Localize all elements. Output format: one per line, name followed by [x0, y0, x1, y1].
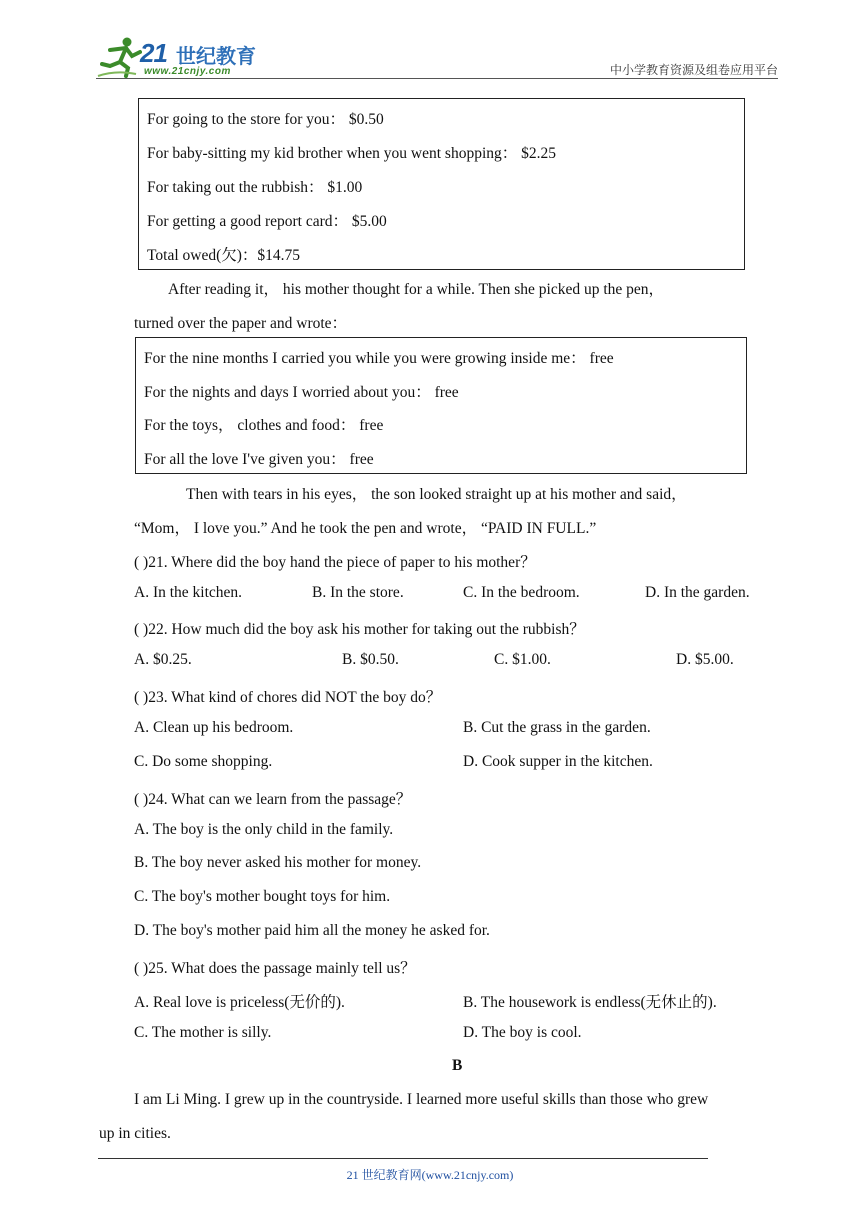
q25-option-b: B. The housework is endless(无休止的).: [463, 994, 717, 1011]
q21-option-c: C. In the bedroom.: [463, 584, 580, 601]
site-logo: [96, 36, 266, 80]
reply-line-nights-days: For the nights and days I worried about you： free: [144, 384, 459, 401]
q23-option-a: A. Clean up his bedroom.: [134, 719, 294, 736]
footer-text: 21 世纪教育网(www.21cnjy.com): [346, 1168, 514, 1182]
running-man-logo-icon: [96, 36, 142, 80]
q23-option-c: C. Do some shopping.: [134, 753, 273, 770]
q22-option-b: B. $0.50.: [342, 651, 399, 668]
section-b-heading: B: [452, 1057, 463, 1074]
q22-option-d: D. $5.00.: [676, 651, 734, 668]
q23-option-d: D. Cook supper in the kitchen.: [463, 753, 653, 770]
q23-option-b: B. Cut the grass in the garden.: [463, 719, 651, 736]
q25-option-d: D. The boy is cool.: [463, 1024, 582, 1041]
logo-chinese-text: 世纪教育: [176, 44, 256, 68]
question-23-stem: ( )23. What kind of chores did NOT the boy do？: [134, 689, 442, 706]
platform-name: 中小学教育资源及组卷应用平台: [609, 63, 778, 77]
q21-option-d: D. In the garden.: [645, 584, 750, 601]
reply-line-nine-months: For the nine months I carried you while you were growing inside me： free: [144, 350, 614, 367]
question-22-stem: ( )22. How much did the boy ask his mother for taking out the rubbish？: [134, 621, 585, 638]
paragraph-line: Then with tears in his eyes， the son looked straight up at his mother and said，: [186, 486, 687, 503]
q22-option-a: A. $0.25.: [134, 651, 192, 668]
header-divider: [96, 78, 778, 79]
q24-option-c: C. The boy's mother bought toys for him.: [134, 888, 391, 905]
reply-line-toys: For the toys， clothes and food： free: [144, 417, 384, 434]
bill-line-total: Total owed(欠)：$14.75: [147, 247, 301, 264]
paragraph-line: turned over the paper and wrote：: [134, 315, 348, 332]
logo-number: 21: [140, 38, 167, 68]
reply-line-love: For all the love I've given you： free: [144, 451, 374, 468]
footer-divider: [98, 1158, 708, 1159]
q21-option-b: B. In the store.: [312, 584, 404, 601]
q25-option-c: C. The mother is silly.: [134, 1024, 272, 1041]
bill-line-rubbish: For taking out the rubbish： $1.00: [147, 179, 363, 196]
question-21-stem: ( )21. Where did the boy hand the piece of paper to his mother？: [134, 554, 536, 571]
q22-option-c: C. $1.00.: [494, 651, 551, 668]
paragraph-line: “Mom， I love you.” And he took the pen and wrote， “PAID IN FULL.”: [134, 520, 597, 537]
question-25-stem: ( )25. What does the passage mainly tell us？: [134, 960, 416, 977]
logo-url: www.21cnjy.com: [144, 66, 231, 77]
section-b-paragraph-line: up in cities.: [99, 1125, 171, 1142]
q25-option-a: A. Real love is priceless(无价的).: [134, 994, 345, 1011]
q21-option-a: A. In the kitchen.: [134, 584, 243, 601]
q24-option-d: D. The boy's mother paid him all the money he asked for.: [134, 922, 490, 939]
bill-line-store: For going to the store for you： $0.50: [147, 111, 384, 128]
paragraph-line: After reading it， his mother thought for a while. Then she picked up the pen，: [168, 281, 665, 298]
question-24-stem: ( )24. What can we learn from the passage？: [134, 791, 412, 808]
bill-line-babysitting: For baby-sitting my kid brother when you went shopping： $2.25: [147, 145, 556, 162]
section-b-paragraph-line: I am Li Ming. I grew up in the countryside. I learned more useful skills than those who grew: [134, 1091, 709, 1108]
q24-option-a: A. The boy is the only child in the family.: [134, 821, 394, 838]
q24-option-b: B. The boy never asked his mother for money.: [134, 854, 422, 871]
bill-line-report-card: For getting a good report card： $5.00: [147, 213, 387, 230]
